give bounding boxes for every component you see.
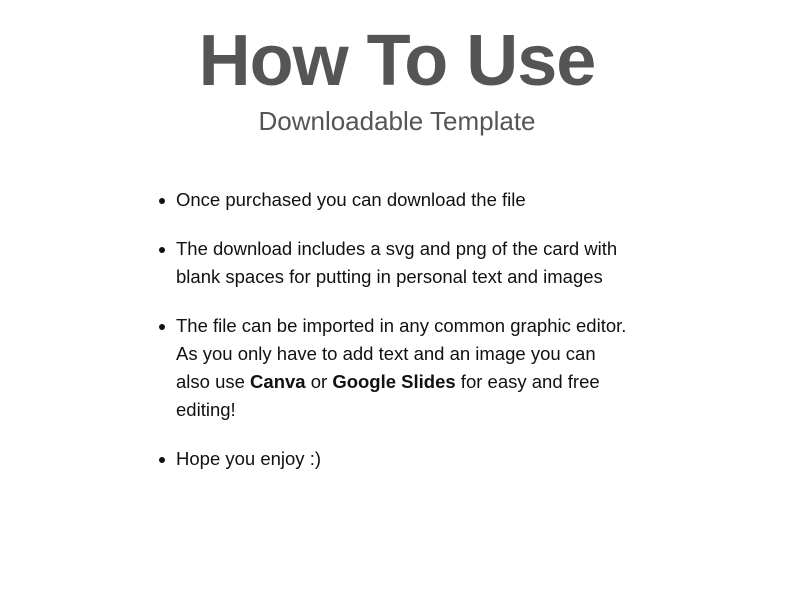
list-item-enjoy bbox=[176, 445, 696, 473]
canva-highlight: Canva bbox=[250, 371, 306, 392]
list-item-text-line2: blank spaces for putting in personal text and images bbox=[176, 266, 603, 287]
connector-text: or bbox=[305, 371, 333, 392]
list-item-editing bbox=[176, 312, 696, 424]
page-header bbox=[0, 22, 794, 136]
page-title: How To Use bbox=[198, 21, 596, 101]
list-item-text-line1: The file can be imported in any common graphic editor. bbox=[176, 315, 627, 336]
instructions-list bbox=[176, 186, 696, 494]
list-item-text-line4: editing! bbox=[176, 399, 236, 420]
list-item-contents bbox=[176, 235, 696, 291]
bullet-icon bbox=[159, 324, 165, 330]
list-item-text: Once purchased you can download the file bbox=[176, 189, 526, 210]
bullet-icon bbox=[159, 198, 165, 204]
list-item-text-line1: The download includes a svg and png of the card with bbox=[176, 238, 618, 259]
bullet-icon bbox=[159, 247, 165, 253]
list-item-text-line2: As you only have to add text and an image you can bbox=[176, 343, 596, 364]
list-item-text-tail: for easy and free bbox=[455, 371, 600, 392]
page-subtitle: Downloadable Template bbox=[258, 106, 536, 136]
list-item-download bbox=[176, 186, 696, 214]
list-item-text-line3: also use bbox=[176, 371, 251, 392]
list-item-text: Hope you enjoy :) bbox=[176, 448, 322, 469]
google-slides-highlight: Google Slides bbox=[332, 371, 456, 392]
bullet-icon bbox=[159, 457, 165, 463]
